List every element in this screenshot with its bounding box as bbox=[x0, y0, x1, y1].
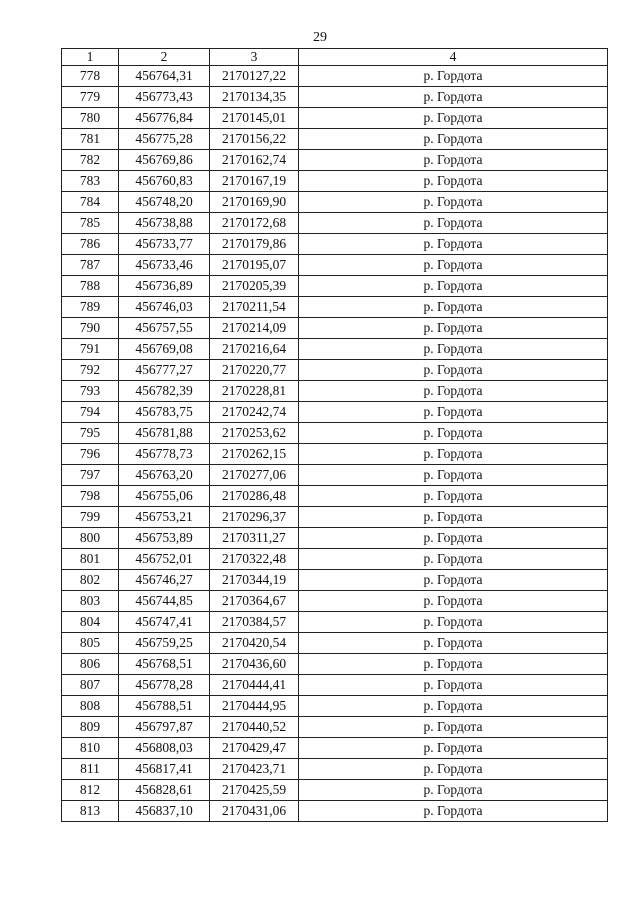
y-coordinate-cell: 2170253,62 bbox=[210, 423, 299, 444]
description-cell: р. Гордота bbox=[299, 738, 608, 759]
y-coordinate-cell: 2170211,54 bbox=[210, 297, 299, 318]
point-number-cell: 795 bbox=[62, 423, 119, 444]
x-coordinate-cell: 456797,87 bbox=[119, 717, 210, 738]
y-coordinate-cell: 2170286,48 bbox=[210, 486, 299, 507]
point-number-cell: 802 bbox=[62, 570, 119, 591]
description-cell: р. Гордота bbox=[299, 591, 608, 612]
description-cell: р. Гордота bbox=[299, 801, 608, 822]
point-number-cell: 798 bbox=[62, 486, 119, 507]
point-number-cell: 786 bbox=[62, 234, 119, 255]
point-number-cell: 779 bbox=[62, 87, 119, 108]
table-row bbox=[62, 276, 608, 297]
table-row bbox=[62, 738, 608, 759]
description-cell: р. Гордота bbox=[299, 465, 608, 486]
description-cell: р. Гордота bbox=[299, 171, 608, 192]
point-number-cell: 792 bbox=[62, 360, 119, 381]
table-row bbox=[62, 129, 608, 150]
y-coordinate-cell: 2170311,27 bbox=[210, 528, 299, 549]
point-number-cell: 781 bbox=[62, 129, 119, 150]
table-row bbox=[62, 360, 608, 381]
description-cell: р. Гордота bbox=[299, 276, 608, 297]
x-coordinate-cell: 456736,89 bbox=[119, 276, 210, 297]
y-coordinate-cell: 2170384,57 bbox=[210, 612, 299, 633]
x-coordinate-cell: 456738,88 bbox=[119, 213, 210, 234]
table-row bbox=[62, 591, 608, 612]
description-cell: р. Гордота bbox=[299, 108, 608, 129]
description-cell: р. Гордота bbox=[299, 297, 608, 318]
description-cell: р. Гордота bbox=[299, 255, 608, 276]
description-cell: р. Гордота bbox=[299, 150, 608, 171]
x-coordinate-cell: 456755,06 bbox=[119, 486, 210, 507]
y-coordinate-cell: 2170179,86 bbox=[210, 234, 299, 255]
point-number-cell: 790 bbox=[62, 318, 119, 339]
x-coordinate-cell: 456769,86 bbox=[119, 150, 210, 171]
table-body bbox=[62, 66, 608, 822]
x-coordinate-cell: 456760,83 bbox=[119, 171, 210, 192]
description-cell: р. Гордота bbox=[299, 759, 608, 780]
x-coordinate-cell: 456764,31 bbox=[119, 66, 210, 87]
point-number-cell: 808 bbox=[62, 696, 119, 717]
point-number-cell: 805 bbox=[62, 633, 119, 654]
y-coordinate-cell: 2170262,15 bbox=[210, 444, 299, 465]
y-coordinate-cell: 2170444,41 bbox=[210, 675, 299, 696]
description-cell: р. Гордота bbox=[299, 360, 608, 381]
point-number-cell: 797 bbox=[62, 465, 119, 486]
description-cell: р. Гордота bbox=[299, 654, 608, 675]
y-coordinate-cell: 2170344,19 bbox=[210, 570, 299, 591]
x-coordinate-cell: 456783,75 bbox=[119, 402, 210, 423]
table-row bbox=[62, 150, 608, 171]
x-coordinate-cell: 456768,51 bbox=[119, 654, 210, 675]
table-row bbox=[62, 717, 608, 738]
table-row bbox=[62, 675, 608, 696]
table-row bbox=[62, 465, 608, 486]
description-cell: р. Гордота bbox=[299, 192, 608, 213]
column-header: 3 bbox=[210, 49, 299, 66]
table-row bbox=[62, 528, 608, 549]
description-cell: р. Гордота bbox=[299, 528, 608, 549]
point-number-cell: 784 bbox=[62, 192, 119, 213]
y-coordinate-cell: 2170195,07 bbox=[210, 255, 299, 276]
point-number-cell: 787 bbox=[62, 255, 119, 276]
y-coordinate-cell: 2170145,01 bbox=[210, 108, 299, 129]
y-coordinate-cell: 2170220,77 bbox=[210, 360, 299, 381]
description-cell: р. Гордота bbox=[299, 423, 608, 444]
point-number-cell: 780 bbox=[62, 108, 119, 129]
y-coordinate-cell: 2170431,06 bbox=[210, 801, 299, 822]
x-coordinate-cell: 456788,51 bbox=[119, 696, 210, 717]
y-coordinate-cell: 2170216,64 bbox=[210, 339, 299, 360]
x-coordinate-cell: 456828,61 bbox=[119, 780, 210, 801]
x-coordinate-cell: 456763,20 bbox=[119, 465, 210, 486]
description-cell: р. Гордота bbox=[299, 402, 608, 423]
point-number-cell: 782 bbox=[62, 150, 119, 171]
description-cell: р. Гордота bbox=[299, 444, 608, 465]
x-coordinate-cell: 456747,41 bbox=[119, 612, 210, 633]
y-coordinate-cell: 2170169,90 bbox=[210, 192, 299, 213]
x-coordinate-cell: 456769,08 bbox=[119, 339, 210, 360]
description-cell: р. Гордота bbox=[299, 507, 608, 528]
point-number-cell: 803 bbox=[62, 591, 119, 612]
point-number-cell: 791 bbox=[62, 339, 119, 360]
point-number-cell: 785 bbox=[62, 213, 119, 234]
table-row bbox=[62, 570, 608, 591]
x-coordinate-cell: 456753,89 bbox=[119, 528, 210, 549]
point-number-cell: 811 bbox=[62, 759, 119, 780]
point-number-cell: 804 bbox=[62, 612, 119, 633]
y-coordinate-cell: 2170214,09 bbox=[210, 318, 299, 339]
y-coordinate-cell: 2170364,67 bbox=[210, 591, 299, 612]
description-cell: р. Гордота bbox=[299, 234, 608, 255]
y-coordinate-cell: 2170242,74 bbox=[210, 402, 299, 423]
point-number-cell: 813 bbox=[62, 801, 119, 822]
y-coordinate-cell: 2170127,22 bbox=[210, 66, 299, 87]
x-coordinate-cell: 456808,03 bbox=[119, 738, 210, 759]
table-row bbox=[62, 549, 608, 570]
description-cell: р. Гордота bbox=[299, 696, 608, 717]
y-coordinate-cell: 2170423,71 bbox=[210, 759, 299, 780]
table-row bbox=[62, 66, 608, 87]
x-coordinate-cell: 456753,21 bbox=[119, 507, 210, 528]
x-coordinate-cell: 456752,01 bbox=[119, 549, 210, 570]
y-coordinate-cell: 2170167,19 bbox=[210, 171, 299, 192]
description-cell: р. Гордота bbox=[299, 87, 608, 108]
point-number-cell: 796 bbox=[62, 444, 119, 465]
point-number-cell: 806 bbox=[62, 654, 119, 675]
x-coordinate-cell: 456759,25 bbox=[119, 633, 210, 654]
y-coordinate-cell: 2170322,48 bbox=[210, 549, 299, 570]
x-coordinate-cell: 456733,77 bbox=[119, 234, 210, 255]
table-row bbox=[62, 381, 608, 402]
y-coordinate-cell: 2170134,35 bbox=[210, 87, 299, 108]
y-coordinate-cell: 2170162,74 bbox=[210, 150, 299, 171]
x-coordinate-cell: 456776,84 bbox=[119, 108, 210, 129]
x-coordinate-cell: 456773,43 bbox=[119, 87, 210, 108]
table-row bbox=[62, 612, 608, 633]
table-row bbox=[62, 402, 608, 423]
x-coordinate-cell: 456782,39 bbox=[119, 381, 210, 402]
description-cell: р. Гордота bbox=[299, 213, 608, 234]
y-coordinate-cell: 2170296,37 bbox=[210, 507, 299, 528]
description-cell: р. Гордота bbox=[299, 381, 608, 402]
description-cell: р. Гордота bbox=[299, 780, 608, 801]
x-coordinate-cell: 456778,28 bbox=[119, 675, 210, 696]
point-number-cell: 789 bbox=[62, 297, 119, 318]
table-row bbox=[62, 171, 608, 192]
x-coordinate-cell: 456744,85 bbox=[119, 591, 210, 612]
y-coordinate-cell: 2170205,39 bbox=[210, 276, 299, 297]
point-number-cell: 812 bbox=[62, 780, 119, 801]
x-coordinate-cell: 456817,41 bbox=[119, 759, 210, 780]
table-row bbox=[62, 213, 608, 234]
y-coordinate-cell: 2170429,47 bbox=[210, 738, 299, 759]
y-coordinate-cell: 2170172,68 bbox=[210, 213, 299, 234]
y-coordinate-cell: 2170277,06 bbox=[210, 465, 299, 486]
point-number-cell: 783 bbox=[62, 171, 119, 192]
description-cell: р. Гордота bbox=[299, 339, 608, 360]
y-coordinate-cell: 2170228,81 bbox=[210, 381, 299, 402]
description-cell: р. Гордота bbox=[299, 318, 608, 339]
column-header: 4 bbox=[299, 49, 608, 66]
y-coordinate-cell: 2170436,60 bbox=[210, 654, 299, 675]
table-row bbox=[62, 444, 608, 465]
column-header: 1 bbox=[62, 49, 119, 66]
table-row bbox=[62, 255, 608, 276]
description-cell: р. Гордота bbox=[299, 486, 608, 507]
table-row bbox=[62, 297, 608, 318]
table-row bbox=[62, 759, 608, 780]
description-cell: р. Гордота bbox=[299, 633, 608, 654]
point-number-cell: 809 bbox=[62, 717, 119, 738]
table-row bbox=[62, 696, 608, 717]
x-coordinate-cell: 456746,27 bbox=[119, 570, 210, 591]
description-cell: р. Гордота bbox=[299, 570, 608, 591]
y-coordinate-cell: 2170156,22 bbox=[210, 129, 299, 150]
description-cell: р. Гордота bbox=[299, 549, 608, 570]
table-row bbox=[62, 318, 608, 339]
table-row bbox=[62, 633, 608, 654]
x-coordinate-cell: 456775,28 bbox=[119, 129, 210, 150]
description-cell: р. Гордота bbox=[299, 612, 608, 633]
point-number-cell: 810 bbox=[62, 738, 119, 759]
table-row bbox=[62, 654, 608, 675]
y-coordinate-cell: 2170425,59 bbox=[210, 780, 299, 801]
table-row bbox=[62, 108, 608, 129]
x-coordinate-cell: 456837,10 bbox=[119, 801, 210, 822]
point-number-cell: 794 bbox=[62, 402, 119, 423]
column-header: 2 bbox=[119, 49, 210, 66]
description-cell: р. Гордота bbox=[299, 717, 608, 738]
table-row bbox=[62, 87, 608, 108]
point-number-cell: 778 bbox=[62, 66, 119, 87]
x-coordinate-cell: 456778,73 bbox=[119, 444, 210, 465]
point-number-cell: 799 bbox=[62, 507, 119, 528]
x-coordinate-cell: 456781,88 bbox=[119, 423, 210, 444]
description-cell: р. Гордота bbox=[299, 675, 608, 696]
table-row bbox=[62, 234, 608, 255]
table-row bbox=[62, 507, 608, 528]
y-coordinate-cell: 2170440,52 bbox=[210, 717, 299, 738]
point-number-cell: 801 bbox=[62, 549, 119, 570]
point-number-cell: 807 bbox=[62, 675, 119, 696]
description-cell: р. Гордота bbox=[299, 129, 608, 150]
x-coordinate-cell: 456733,46 bbox=[119, 255, 210, 276]
page-number: 29 bbox=[313, 30, 327, 45]
table-row bbox=[62, 423, 608, 444]
x-coordinate-cell: 456746,03 bbox=[119, 297, 210, 318]
table-row bbox=[62, 780, 608, 801]
point-number-cell: 788 bbox=[62, 276, 119, 297]
table-header-row bbox=[62, 49, 608, 66]
x-coordinate-cell: 456777,27 bbox=[119, 360, 210, 381]
table-row bbox=[62, 486, 608, 507]
description-cell: р. Гордота bbox=[299, 66, 608, 87]
table-row bbox=[62, 192, 608, 213]
coordinates-table bbox=[61, 48, 608, 822]
point-number-cell: 800 bbox=[62, 528, 119, 549]
x-coordinate-cell: 456748,20 bbox=[119, 192, 210, 213]
y-coordinate-cell: 2170444,95 bbox=[210, 696, 299, 717]
point-number-cell: 793 bbox=[62, 381, 119, 402]
table-row bbox=[62, 801, 608, 822]
x-coordinate-cell: 456757,55 bbox=[119, 318, 210, 339]
y-coordinate-cell: 2170420,54 bbox=[210, 633, 299, 654]
table-row bbox=[62, 339, 608, 360]
